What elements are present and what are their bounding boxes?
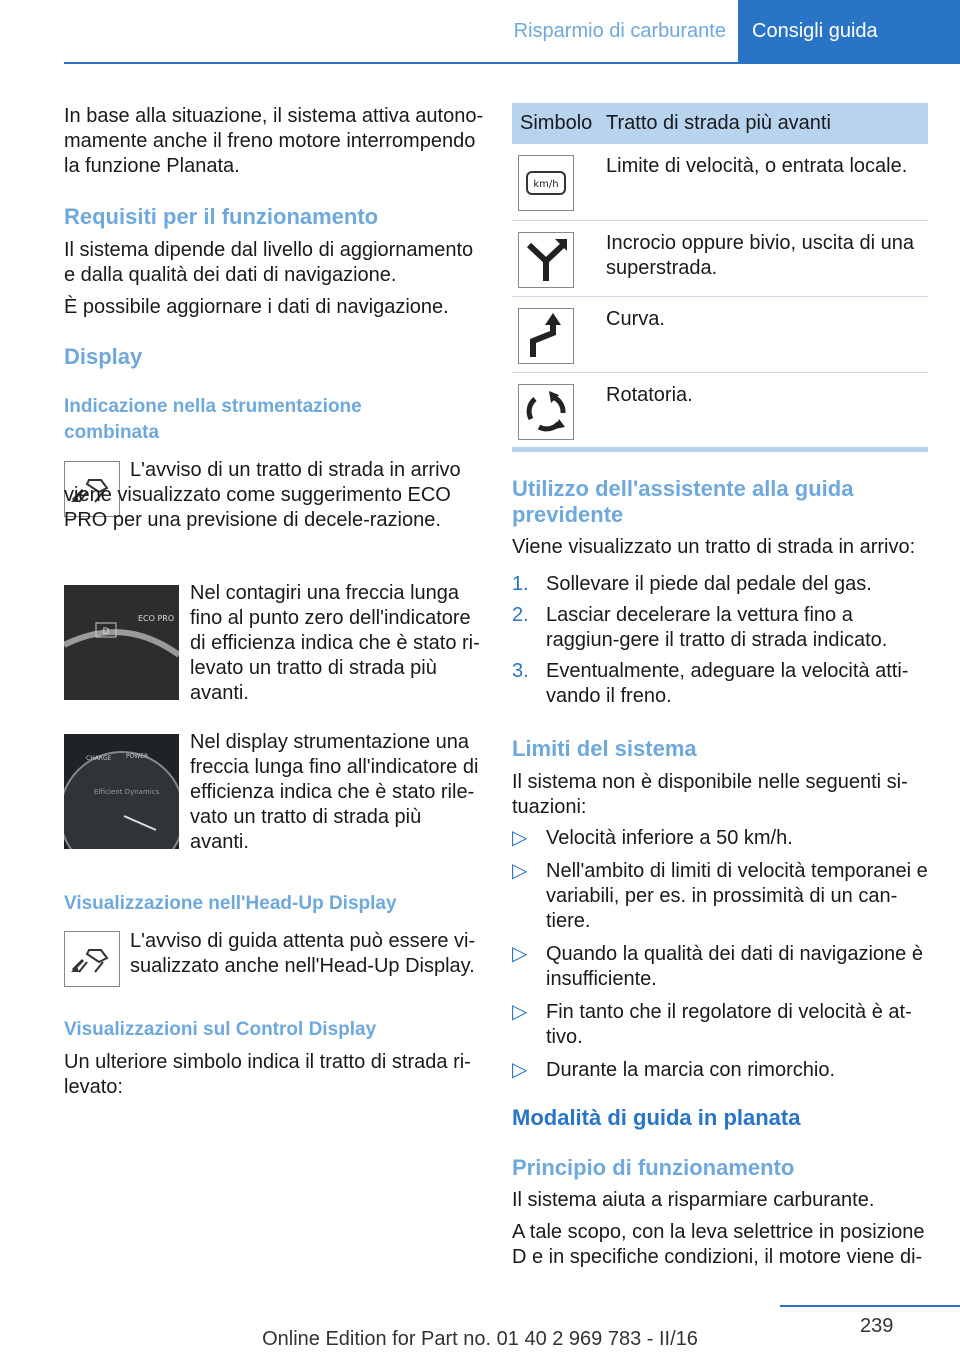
principle-paragraph-2: A tale scopo, con la leva selettrice in posizione D e in specifiche condizioni, il motore viene di- [512,1221,925,1268]
symbol-table [512,103,928,448]
bullet-triangle-icon: ▷ [512,1001,528,1023]
footer-rule [780,1305,960,1307]
intro-paragraph: In base alla situazione, il sistema attiva autono-mamente anche il freno motore interrompendo la funzione Planata. [64,105,484,177]
table-row [512,297,928,373]
table-row [512,373,928,448]
table-cell-text: Limite di velocità, o entrata locale. [606,155,908,177]
step-number: 3. [512,660,529,682]
bullet-triangle-icon: ▷ [512,860,528,882]
header-chapter-tab: Consigli guida [738,0,960,62]
step-number: 1. [512,573,529,595]
hud-heading: Visualizzazione nell'Head-Up Display [64,893,397,914]
table-header-road-section: Tratto di strada più avanti [606,112,831,134]
list-item [512,659,928,709]
list-item [512,942,928,992]
instrument-cluster-heading: Indicazione nella strumentazione combinata [64,396,362,443]
table-cell-text: Incrocio oppure bivio, uscita di una superstrada. [606,232,914,279]
edition-footer: Online Edition for Part no. 01 40 2 969 783 - II/16 [262,1328,698,1350]
bullet-text: Durante la marcia con rimorchio. [546,1059,835,1081]
junction-icon [518,232,574,288]
step-text: Sollevare il piede dal pedale del gas. [546,573,872,595]
hud-hint-icon [64,931,120,987]
speed-limit-icon [518,155,574,211]
table-bottom-rule [512,447,928,452]
limits-list [512,826,928,1083]
bullet-text: Nell'ambito di limiti di velocità temporanei e variabili, per es. in prossimità di un can-tiere. [546,860,928,932]
header-rule [64,62,960,64]
efficiency-display-paragraph: Nel display strumentazione una freccia lunga fino all'indicatore di efficienza indica che è stato rile-vato un tratto di strada più avanti. [190,731,479,853]
use-assistant-heading: Utilizzo dell'assistente alla guida previdente [512,476,854,527]
instrument-cluster-paragraph: L'avviso di un tratto di strada in arrivo viene visualizzato come suggerimento ECO PRO per una previsione di decele-razione. [64,459,461,531]
display-heading: Display [64,344,143,369]
curve-icon [518,308,574,364]
header-section-title: Risparmio di carburante [513,20,726,42]
principle-paragraph-1: Il sistema aiuta a risparmiare carburante. [512,1189,875,1211]
photo-efficient-dynamics-label: Efficient Dynamics [94,788,160,796]
requirements-heading: Requisiti per il funzionamento [64,204,379,229]
system-limits-heading: Limiti del sistema [512,736,697,761]
table-header-symbol: Simbolo [520,112,593,134]
table-row [512,221,928,297]
use-assistant-intro: Viene visualizzato un tratto di strada in arrivo: [512,536,916,558]
photo-gear-label: D [102,627,110,637]
photo-power-label: POWER [126,753,149,760]
bullet-triangle-icon: ▷ [512,943,528,965]
tachometer-paragraph: Nel contagiri una freccia lunga fino al punto zero dell'indicatore di efficienza indica che è stato ri-levato un tratto di strada più avanti. [190,582,480,704]
list-item [512,603,928,653]
list-item [512,859,928,934]
hud-paragraph: L'avviso di guida attenta può essere vi-sualizzato anche nell'Head-Up Display. [130,930,476,977]
table-header-row [512,103,928,144]
bullet-text: Fin tanto che il regolatore di velocità è at-tivo. [546,1001,912,1048]
photo-eco-pro-label: ECO PRO [138,614,175,623]
step-text: Eventualmente, adeguare la velocità atti-vando il freno. [546,660,909,707]
requirements-paragraph-2: È possibile aggiornare i dati di navigazione. [64,296,449,318]
page-number: 239 [860,1315,894,1337]
principle-heading: Principio di funzionamento [512,1155,795,1180]
efficiency-display-photo [64,734,179,849]
requirements-paragraph-1: Il sistema dipende dal livello di aggiornamento e dalla qualità dei dati di navigazione. [64,239,474,286]
steps-list [512,572,928,709]
tachometer-photo [64,585,179,700]
table-cell-text: Rotatoria. [606,384,693,406]
list-item [512,572,928,597]
coasting-mode-heading: Modalità di guida in planata [512,1105,801,1130]
photo-charge-label: CHARGE [86,755,112,762]
list-item [512,1058,928,1083]
control-display-paragraph: Un ulteriore simbolo indica il tratto di strada ri-levato: [64,1051,471,1098]
bullet-text: Velocità inferiore a 50 km/h. [546,827,793,849]
list-item [512,826,928,851]
roundabout-icon [518,384,574,440]
bullet-triangle-icon: ▷ [512,1059,528,1081]
system-limits-intro: Il sistema non è disponibile nelle seguenti si-tuazioni: [512,771,908,818]
table-cell-text: Curva. [606,308,665,330]
speed-limit-icon-text: km/h [533,179,559,190]
bullet-text: Quando la qualità dei dati di navigazione è insufficiente. [546,943,923,990]
step-number: 2. [512,604,529,626]
step-text: Lasciar decelerare la vettura fino a raggiun-gere il tratto di strada indicato. [546,604,888,651]
table-row [512,144,928,221]
bullet-triangle-icon: ▷ [512,827,528,849]
control-display-heading: Visualizzazioni sul Control Display [64,1019,377,1040]
list-item [512,1000,928,1050]
